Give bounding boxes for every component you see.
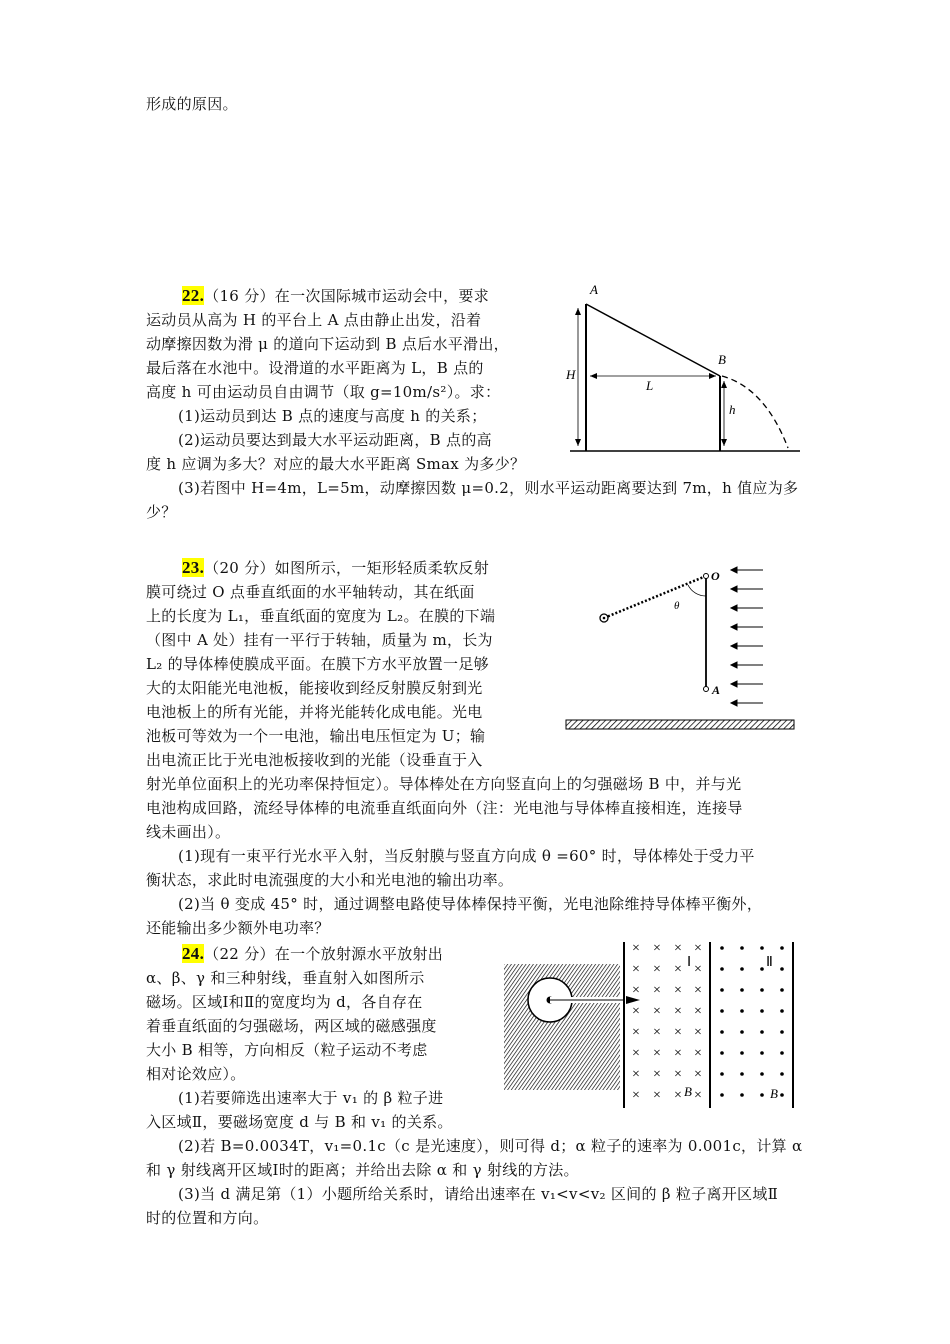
svg-text:×: × bbox=[632, 1067, 640, 1082]
q23-first-line bbox=[182, 556, 489, 580]
q22-line-3: 最后落在水池中。设滑道的水平距离为 L，B 点的 bbox=[146, 359, 484, 377]
q22-line-4: 高度 h 可由运动员自由调节（取 g=10m/s²）。求： bbox=[146, 383, 501, 401]
svg-text:×: × bbox=[653, 1025, 661, 1040]
q24-number: 24. bbox=[182, 944, 205, 963]
q23-number: 23. bbox=[182, 558, 205, 577]
svg-text:×: × bbox=[653, 962, 661, 977]
q23-label-O: O bbox=[711, 569, 720, 583]
q24-line-11: 时的位置和方向。 bbox=[146, 1209, 269, 1227]
q23-line-13: 衡状态，求此时电流强度的大小和光电池的输出功率。 bbox=[146, 871, 514, 889]
svg-text:×: × bbox=[674, 1004, 682, 1019]
svg-text:×: × bbox=[694, 983, 702, 998]
q24-line-2: 磁场。区域Ⅰ和Ⅱ的宽度均为 d，各自存在 bbox=[146, 993, 423, 1011]
q23-light-rays bbox=[731, 567, 763, 706]
q23-line-4: L₂ 的导体棒使膜成平面。在膜下方水平放置一足够 bbox=[146, 655, 489, 673]
svg-text:×: × bbox=[694, 1067, 702, 1082]
q23-label-A: A bbox=[712, 683, 721, 697]
q23-line-1: 膜可绕过 O 点垂直纸面的水平轴转动，其在纸面 bbox=[146, 583, 475, 601]
svg-text:×: × bbox=[674, 1025, 682, 1040]
svg-text:×: × bbox=[674, 983, 682, 998]
svg-text:×: × bbox=[632, 1004, 640, 1019]
q22-line-0: （16 分）在一次国际城市运动会中，要求 bbox=[204, 287, 490, 305]
q22-line-2: 动摩擦因数为滑 μ 的道向下运动到 B 点后水平滑出， bbox=[146, 335, 509, 353]
svg-text:×: × bbox=[674, 1046, 682, 1061]
q24-line-4: 大小 B 相等，方向相反（粒子运动不考虑 bbox=[146, 1041, 428, 1059]
q24-field-into-page-region1 bbox=[632, 941, 702, 1103]
svg-text:×: × bbox=[632, 941, 640, 956]
svg-text:×: × bbox=[632, 983, 640, 998]
q24-first-line bbox=[182, 942, 443, 966]
svg-text:×: × bbox=[653, 1004, 661, 1019]
svg-text:×: × bbox=[653, 941, 661, 956]
q23-line-15: 还能输出多少额外电功率？ bbox=[146, 919, 330, 937]
q24-line-1: α、β、γ 和三种射线，垂直射入如图所示 bbox=[146, 969, 425, 987]
q22-label-A: A bbox=[590, 282, 598, 297]
svg-text:×: × bbox=[632, 1025, 640, 1040]
q22-label-L: L bbox=[646, 378, 654, 393]
q23-line-11: 线未画出）。 bbox=[146, 823, 231, 841]
svg-text:×: × bbox=[674, 1088, 682, 1103]
svg-text:×: × bbox=[694, 1004, 702, 1019]
q23-line-9: 射光单位面积上的光功率保持恒定）。导体棒处在方向竖直向上的匀强磁场 B 中，并与光 bbox=[146, 775, 742, 793]
svg-text:×: × bbox=[694, 1046, 702, 1061]
svg-text:×: × bbox=[632, 962, 640, 977]
q24-line-6: (1)若要筛选出速率大于 v₁ 的 β 粒子进 bbox=[178, 1089, 444, 1107]
q23-label-theta: θ bbox=[674, 600, 680, 612]
svg-text:×: × bbox=[674, 962, 682, 977]
q23-line-0: （20 分）如图所示，一矩形轻质柔软反射 bbox=[204, 559, 490, 577]
q23-line-10: 电池构成回路，流经导体棒的电流垂直纸面向外（注：光电池与导体棒直接相连，连接导 bbox=[146, 799, 743, 817]
q22-line-5: (1)运动员到达 B 点的速度与高度 h 的关系； bbox=[178, 407, 487, 425]
svg-text:×: × bbox=[653, 1067, 661, 1082]
q24-label-B2: B bbox=[770, 1086, 778, 1101]
q24-line-5: 相对论效应）。 bbox=[146, 1065, 246, 1083]
q24-line-7: 入区域Ⅱ，要磁场宽度 d 与 B 和 v₁ 的关系。 bbox=[146, 1113, 453, 1131]
q22-label-H: H bbox=[566, 367, 576, 382]
q22-line-6: (2)运动员要达到最大水平运动距离，B 点的高 bbox=[178, 431, 492, 449]
svg-text:×: × bbox=[694, 1025, 702, 1040]
q23-line-7: 池板可等效为一个一电池，输出电压恒定为 U；输 bbox=[146, 727, 486, 745]
q24-label-region2: Ⅱ bbox=[766, 955, 773, 970]
q22-line-8: (3)若图中 H=4m，L=5m，动摩擦因数 μ=0.2，则水平运动距离要达到 7m，h 值应为多 bbox=[178, 479, 799, 497]
q23-mirror-figure bbox=[560, 556, 800, 736]
svg-text:×: × bbox=[653, 1046, 661, 1061]
q24-line-8: (2)若 B=0.0034T，v₁=0.1c（c 是光速度），则可得 d；α 粒子的速率为 0.001c，计算 α bbox=[178, 1137, 803, 1155]
q23-line-2: 上的长度为 L₁，垂直纸面的宽度为 L₂。在膜的下端 bbox=[146, 607, 496, 625]
svg-text:×: × bbox=[653, 1088, 661, 1103]
q24-label-region1: Ⅰ bbox=[687, 955, 692, 970]
q24-line-0: （22 分）在一个放射源水平放射出 bbox=[204, 945, 444, 963]
svg-text:×: × bbox=[694, 1088, 702, 1103]
svg-text:×: × bbox=[632, 1088, 640, 1103]
q23-line-14: (2)当 θ 变成 45° 时，通过调整电路使导体棒保持平衡，光电池除维持导体棒平衡外， bbox=[178, 895, 763, 913]
preface-text: 形成的原因。 bbox=[146, 95, 238, 113]
q24-line-3: 着垂直纸面的匀强磁场，两区域的磁感强度 bbox=[146, 1017, 437, 1035]
q23-line-3: （图中 A 处）挂有一平行于转轴，质量为 m，长为 bbox=[146, 631, 493, 649]
q24-field-out-of-page-region2 bbox=[720, 946, 784, 1097]
q22-first-line bbox=[182, 284, 489, 308]
q24-line-9: 和 γ 射线离开区域Ⅰ时的距离；并给出去除 α 和 γ 射线的方法。 bbox=[146, 1161, 579, 1179]
q22-line-7: 度 h 应调为多大？对应的最大水平距离 Smax 为多少？ bbox=[146, 455, 526, 473]
svg-text:×: × bbox=[632, 1046, 640, 1061]
q22-line-9: 少？ bbox=[146, 503, 177, 521]
q22-slide-figure bbox=[560, 278, 810, 458]
q24-label-B1: B bbox=[684, 1084, 692, 1099]
q23-line-5: 大的太阳能光电池板，能接收到经反射膜反射到光 bbox=[146, 679, 483, 697]
svg-text:×: × bbox=[674, 941, 682, 956]
q23-line-12: (1)现有一束平行光水平入射，当反射膜与竖直方向成 θ =60° 时，导体棒处于受力平 bbox=[178, 847, 755, 865]
q24-magnetic-field-figure bbox=[500, 938, 800, 1113]
q22-label-h: h bbox=[729, 402, 736, 417]
svg-text:×: × bbox=[674, 1067, 682, 1082]
q22-line-1: 运动员从高为 H 的平台上 A 点由静止出发，沿着 bbox=[146, 311, 482, 329]
q22-number: 22. bbox=[182, 286, 205, 305]
q24-line-10: (3)当 d 满足第（1）小题所给关系时，请给出速率在 v₁<v<v₂ 区间的 β 粒子离开区域Ⅱ bbox=[178, 1185, 779, 1203]
q23-line-6: 电池板上的所有光能，并将光能转化成电能。光电 bbox=[146, 703, 483, 721]
svg-text:×: × bbox=[694, 962, 702, 977]
svg-text:×: × bbox=[694, 941, 702, 956]
svg-text:×: × bbox=[653, 983, 661, 998]
q22-label-B: B bbox=[718, 352, 726, 367]
q23-line-8: 出电流正比于光电池板接收到的光能（设垂直于入 bbox=[146, 751, 483, 769]
